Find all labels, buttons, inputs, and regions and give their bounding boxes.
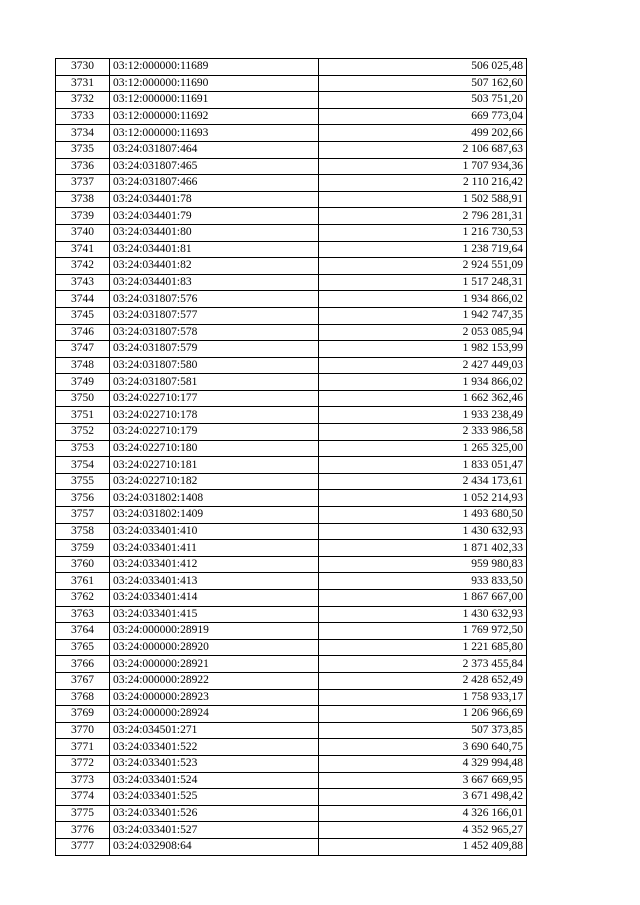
cadastral-number-cell: 03:24:033401:415 xyxy=(110,606,319,623)
value-cell: 499 202,66 xyxy=(319,125,527,142)
row-number-cell: 3745 xyxy=(56,307,110,324)
row-number-cell: 3760 xyxy=(56,556,110,573)
value-cell: 2 924 551,09 xyxy=(319,258,527,275)
row-number-cell: 3739 xyxy=(56,208,110,225)
value-cell: 1 493 680,50 xyxy=(319,507,527,524)
row-number-cell: 3732 xyxy=(56,92,110,109)
value-cell: 1 933 238,49 xyxy=(319,407,527,424)
cadastral-number-cell: 03:24:034401:80 xyxy=(110,224,319,241)
cadastral-number-cell: 03:24:034401:83 xyxy=(110,274,319,291)
cadastral-number-cell: 03:24:032908:64 xyxy=(110,838,319,855)
cadastral-number-cell: 03:24:034401:78 xyxy=(110,191,319,208)
value-cell: 2 333 986,58 xyxy=(319,424,527,441)
cadastral-number-cell: 03:24:031802:1408 xyxy=(110,490,319,507)
row-number-cell: 3777 xyxy=(56,838,110,855)
row-number-cell: 3741 xyxy=(56,241,110,258)
value-cell: 2 427 449,03 xyxy=(319,357,527,374)
value-cell: 1 206 966,69 xyxy=(319,706,527,723)
value-cell: 1 662 362,46 xyxy=(319,390,527,407)
value-cell: 4 352 965,27 xyxy=(319,822,527,839)
row-number-cell: 3755 xyxy=(56,473,110,490)
value-cell: 2 053 085,94 xyxy=(319,324,527,341)
row-number-cell: 3747 xyxy=(56,341,110,358)
row-number-cell: 3772 xyxy=(56,755,110,772)
value-cell: 2 110 216,42 xyxy=(319,175,527,192)
cadastral-number-cell: 03:24:031807:464 xyxy=(110,141,319,158)
row-number-cell: 3775 xyxy=(56,805,110,822)
cadastral-number-cell: 03:24:000000:28921 xyxy=(110,656,319,673)
row-number-cell: 3737 xyxy=(56,175,110,192)
cadastral-number-cell: 03:12:000000:11690 xyxy=(110,75,319,92)
row-number-cell: 3742 xyxy=(56,258,110,275)
row-number-cell: 3764 xyxy=(56,623,110,640)
value-cell: 1 502 588,91 xyxy=(319,191,527,208)
table-row xyxy=(56,623,527,640)
cadastral-number-cell: 03:24:000000:28924 xyxy=(110,706,319,723)
table-row xyxy=(56,490,527,507)
table-row xyxy=(56,75,527,92)
table-row xyxy=(56,523,527,540)
table-row xyxy=(56,590,527,607)
cadastral-number-cell: 03:24:033401:414 xyxy=(110,590,319,607)
value-cell: 933 833,50 xyxy=(319,573,527,590)
table-row xyxy=(56,755,527,772)
cadastral-number-cell: 03:24:031807:465 xyxy=(110,158,319,175)
table-row xyxy=(56,374,527,391)
value-cell: 1 430 632,93 xyxy=(319,523,527,540)
table-row xyxy=(56,141,527,158)
cadastral-number-cell: 03:24:034501:271 xyxy=(110,722,319,739)
row-number-cell: 3756 xyxy=(56,490,110,507)
cadastral-number-cell: 03:24:033401:527 xyxy=(110,822,319,839)
table-row xyxy=(56,241,527,258)
row-number-cell: 3770 xyxy=(56,722,110,739)
row-number-cell: 3733 xyxy=(56,108,110,125)
row-number-cell: 3748 xyxy=(56,357,110,374)
cadastral-number-cell: 03:24:031807:580 xyxy=(110,357,319,374)
table-row xyxy=(56,556,527,573)
row-number-cell: 3750 xyxy=(56,390,110,407)
value-cell: 669 773,04 xyxy=(319,108,527,125)
value-cell: 4 329 994,48 xyxy=(319,755,527,772)
table-row xyxy=(56,341,527,358)
table-row xyxy=(56,805,527,822)
table-row xyxy=(56,125,527,142)
table-row xyxy=(56,108,527,125)
row-number-cell: 3768 xyxy=(56,689,110,706)
value-cell: 1 265 325,00 xyxy=(319,440,527,457)
cadastral-number-cell: 03:24:022710:182 xyxy=(110,473,319,490)
row-number-cell: 3730 xyxy=(56,59,110,76)
row-number-cell: 3767 xyxy=(56,672,110,689)
table-row xyxy=(56,457,527,474)
row-number-cell: 3759 xyxy=(56,540,110,557)
value-cell: 3 671 498,42 xyxy=(319,789,527,806)
table-row xyxy=(56,722,527,739)
table-row xyxy=(56,440,527,457)
row-number-cell: 3773 xyxy=(56,772,110,789)
cadastral-number-cell: 03:24:000000:28919 xyxy=(110,623,319,640)
row-number-cell: 3774 xyxy=(56,789,110,806)
value-cell: 1 758 933,17 xyxy=(319,689,527,706)
row-number-cell: 3776 xyxy=(56,822,110,839)
table-row xyxy=(56,507,527,524)
row-number-cell: 3746 xyxy=(56,324,110,341)
cadastral-number-cell: 03:24:033401:413 xyxy=(110,573,319,590)
cadastral-number-cell: 03:24:034401:81 xyxy=(110,241,319,258)
cadastral-number-cell: 03:24:031802:1409 xyxy=(110,507,319,524)
value-cell: 3 667 669,95 xyxy=(319,772,527,789)
value-cell: 1 982 153,99 xyxy=(319,341,527,358)
cadastral-number-cell: 03:24:033401:522 xyxy=(110,739,319,756)
table-row xyxy=(56,789,527,806)
table-row xyxy=(56,424,527,441)
cadastral-number-cell: 03:24:034401:79 xyxy=(110,208,319,225)
row-number-cell: 3753 xyxy=(56,440,110,457)
table-row xyxy=(56,739,527,756)
value-cell: 1 052 214,93 xyxy=(319,490,527,507)
registry-table-body xyxy=(56,59,527,856)
cadastral-number-cell: 03:24:034401:82 xyxy=(110,258,319,275)
value-cell: 1 871 402,33 xyxy=(319,540,527,557)
row-number-cell: 3731 xyxy=(56,75,110,92)
value-cell: 2 106 687,63 xyxy=(319,141,527,158)
cadastral-number-cell: 03:24:022710:177 xyxy=(110,390,319,407)
table-row xyxy=(56,390,527,407)
value-cell: 1 934 866,02 xyxy=(319,374,527,391)
cadastral-number-cell: 03:24:022710:179 xyxy=(110,424,319,441)
table-row xyxy=(56,838,527,855)
table-row xyxy=(56,573,527,590)
value-cell: 2 434 173,61 xyxy=(319,473,527,490)
value-cell: 1 867 667,00 xyxy=(319,590,527,607)
row-number-cell: 3766 xyxy=(56,656,110,673)
value-cell: 1 452 409,88 xyxy=(319,838,527,855)
row-number-cell: 3765 xyxy=(56,639,110,656)
value-cell: 1 769 972,50 xyxy=(319,623,527,640)
value-cell: 1 430 632,93 xyxy=(319,606,527,623)
row-number-cell: 3752 xyxy=(56,424,110,441)
value-cell: 503 751,20 xyxy=(319,92,527,109)
cadastral-number-cell: 03:24:022710:180 xyxy=(110,440,319,457)
row-number-cell: 3738 xyxy=(56,191,110,208)
cadastral-number-cell: 03:24:033401:410 xyxy=(110,523,319,540)
value-cell: 506 025,48 xyxy=(319,59,527,76)
table-row xyxy=(56,224,527,241)
value-cell: 1 942 747,35 xyxy=(319,307,527,324)
row-number-cell: 3743 xyxy=(56,274,110,291)
row-number-cell: 3734 xyxy=(56,125,110,142)
value-cell: 1 216 730,53 xyxy=(319,224,527,241)
row-number-cell: 3769 xyxy=(56,706,110,723)
row-number-cell: 3735 xyxy=(56,141,110,158)
cadastral-number-cell: 03:24:031807:466 xyxy=(110,175,319,192)
cadastral-number-cell: 03:24:031807:579 xyxy=(110,341,319,358)
cadastral-number-cell: 03:24:022710:181 xyxy=(110,457,319,474)
table-row xyxy=(56,639,527,656)
cadastral-number-cell: 03:24:031807:581 xyxy=(110,374,319,391)
cadastral-number-cell: 03:12:000000:11693 xyxy=(110,125,319,142)
table-row xyxy=(56,606,527,623)
cadastral-number-cell: 03:24:033401:524 xyxy=(110,772,319,789)
cadastral-number-cell: 03:12:000000:11692 xyxy=(110,108,319,125)
table-row xyxy=(56,175,527,192)
table-row xyxy=(56,672,527,689)
cadastral-number-cell: 03:24:000000:28923 xyxy=(110,689,319,706)
table-row xyxy=(56,407,527,424)
row-number-cell: 3762 xyxy=(56,590,110,607)
cadastral-number-cell: 03:24:033401:523 xyxy=(110,755,319,772)
table-row xyxy=(56,822,527,839)
row-number-cell: 3744 xyxy=(56,291,110,308)
table-row xyxy=(56,307,527,324)
table-row xyxy=(56,656,527,673)
cadastral-number-cell: 03:24:000000:28920 xyxy=(110,639,319,656)
table-row xyxy=(56,772,527,789)
value-cell: 1 707 934,36 xyxy=(319,158,527,175)
value-cell: 507 162,60 xyxy=(319,75,527,92)
table-row xyxy=(56,191,527,208)
row-number-cell: 3771 xyxy=(56,739,110,756)
row-number-cell: 3751 xyxy=(56,407,110,424)
row-number-cell: 3740 xyxy=(56,224,110,241)
cadastral-number-cell: 03:24:022710:178 xyxy=(110,407,319,424)
table-row xyxy=(56,158,527,175)
table-row xyxy=(56,706,527,723)
table-row xyxy=(56,357,527,374)
table-row xyxy=(56,92,527,109)
table-row xyxy=(56,324,527,341)
table-row xyxy=(56,208,527,225)
cadastral-number-cell: 03:12:000000:11691 xyxy=(110,92,319,109)
table-row xyxy=(56,258,527,275)
cadastral-number-cell: 03:24:033401:526 xyxy=(110,805,319,822)
value-cell: 2 428 652,49 xyxy=(319,672,527,689)
table-row xyxy=(56,274,527,291)
cadastral-number-cell: 03:24:031807:576 xyxy=(110,291,319,308)
row-number-cell: 3763 xyxy=(56,606,110,623)
value-cell: 959 980,83 xyxy=(319,556,527,573)
row-number-cell: 3749 xyxy=(56,374,110,391)
cadastral-number-cell: 03:12:000000:11689 xyxy=(110,59,319,76)
registry-table xyxy=(55,58,527,856)
table-row xyxy=(56,540,527,557)
row-number-cell: 3736 xyxy=(56,158,110,175)
table-row xyxy=(56,59,527,76)
cadastral-number-cell: 03:24:031807:577 xyxy=(110,307,319,324)
cadastral-number-cell: 03:24:033401:412 xyxy=(110,556,319,573)
cadastral-number-cell: 03:24:033401:525 xyxy=(110,789,319,806)
cadastral-number-cell: 03:24:000000:28922 xyxy=(110,672,319,689)
value-cell: 1 934 866,02 xyxy=(319,291,527,308)
value-cell: 2 373 455,84 xyxy=(319,656,527,673)
row-number-cell: 3757 xyxy=(56,507,110,524)
row-number-cell: 3758 xyxy=(56,523,110,540)
table-row xyxy=(56,291,527,308)
table-row xyxy=(56,689,527,706)
cadastral-number-cell: 03:24:033401:411 xyxy=(110,540,319,557)
row-number-cell: 3754 xyxy=(56,457,110,474)
value-cell: 1 833 051,47 xyxy=(319,457,527,474)
value-cell: 1 517 248,31 xyxy=(319,274,527,291)
value-cell: 1 221 685,80 xyxy=(319,639,527,656)
value-cell: 4 326 166,01 xyxy=(319,805,527,822)
cadastral-number-cell: 03:24:031807:578 xyxy=(110,324,319,341)
value-cell: 507 373,85 xyxy=(319,722,527,739)
value-cell: 1 238 719,64 xyxy=(319,241,527,258)
row-number-cell: 3761 xyxy=(56,573,110,590)
value-cell: 2 796 281,31 xyxy=(319,208,527,225)
value-cell: 3 690 640,75 xyxy=(319,739,527,756)
table-row xyxy=(56,473,527,490)
